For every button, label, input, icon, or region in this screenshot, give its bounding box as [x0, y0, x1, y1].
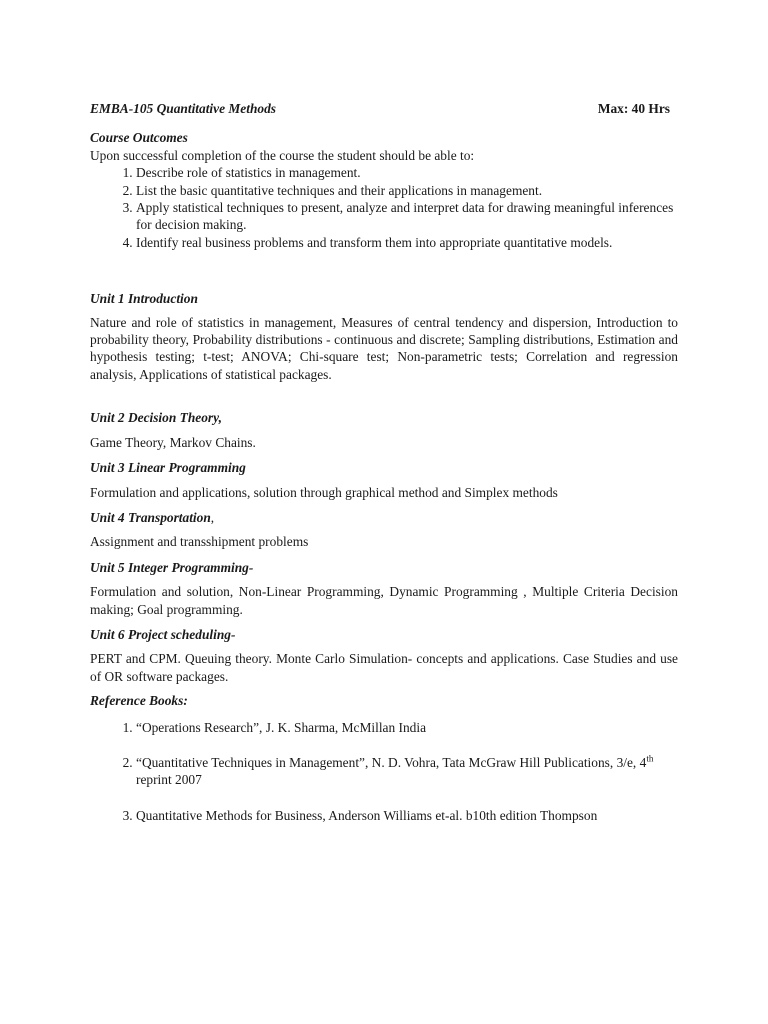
unit-4-text: Assignment and transshipment problems	[90, 534, 309, 550]
unit-3-text: Formulation and applications, solution through graphical method and Simplex methods	[90, 484, 558, 500]
unit-2-text: Game Theory, Markov Chains.	[90, 434, 256, 450]
reference-superscript: th	[646, 753, 654, 764]
unit-4-title-suffix: ,	[210, 509, 215, 525]
reference-item: 1. “Operations Research”, J. K. Sharma, McMillan India	[136, 719, 678, 736]
outcome-item: 2. List the basic quantitative techniques and their applications in management.	[136, 182, 678, 199]
reference-text: “Quantitative Techniques in Management”, N. D. Vohra, Tata McGraw Hill Publications, 3/e, 4	[136, 754, 647, 770]
outcome-item: 4. Identify real business problems and transform them into appropriate quantitative models.	[136, 234, 678, 251]
reference-books-title: Reference Books:	[90, 693, 188, 709]
unit-5-text: Formulation and solution, Non-Linear Programming, Dynamic Programming , Multiple Criteria Decision making; Goal programming.	[90, 584, 678, 617]
reference-item	[136, 754, 678, 789]
unit-2-title: Unit 2 Decision Theory,	[90, 410, 222, 426]
unit-6-text: PERT and CPM. Queuing theory. Monte Carlo Simulation- concepts and applications. Case Studies and use of OR software packages.	[90, 651, 678, 684]
course-title: EMBA-105 Quantitative Methods	[90, 101, 277, 116]
unit-1-text: Nature and role of statistics in management, Measures of central tendency and dispersion, Introduction to probability theory, Probability distributions - continuous and discrete; Sampling distributions, Estimation and hypothesis testing; t-test; ANOVA; Chi-square test; Non-parametric tests; Correlation and regression analysis, Applications of statistical packages.	[90, 314, 678, 382]
outcome-item: 3. Apply statistical techniques to present, analyze and interpret data for drawing meaningful inferences for decision making.	[136, 199, 678, 234]
course-outcomes-title: Course Outcomes	[90, 130, 188, 146]
reference-text: reprint 2007	[136, 772, 202, 788]
course-outcomes-list	[90, 164, 678, 251]
reference-item: 3. Quantitative Methods for Business, Anderson Williams et-al. b10th edition Thompson	[136, 807, 678, 824]
unit-6-title: Unit 6 Project scheduling-	[90, 626, 236, 642]
outcome-item: 1. Describe role of statistics in management.	[136, 164, 678, 181]
unit-3-title: Unit 3 Linear Programming	[90, 460, 246, 476]
unit-4-title-text: Unit 4 Transportation	[90, 509, 211, 525]
max-hours: Max: 40 Hrs	[597, 101, 670, 116]
reference-books-list	[90, 719, 678, 825]
unit-1-title: Unit 1 Introduction	[90, 291, 198, 307]
unit-5-title: Unit 5 Integer Programming-	[90, 559, 254, 575]
course-outcomes-intro: Upon successful completion of the course the student should be able to:	[90, 147, 475, 163]
course-header	[90, 100, 678, 117]
unit-4-title	[90, 509, 678, 526]
